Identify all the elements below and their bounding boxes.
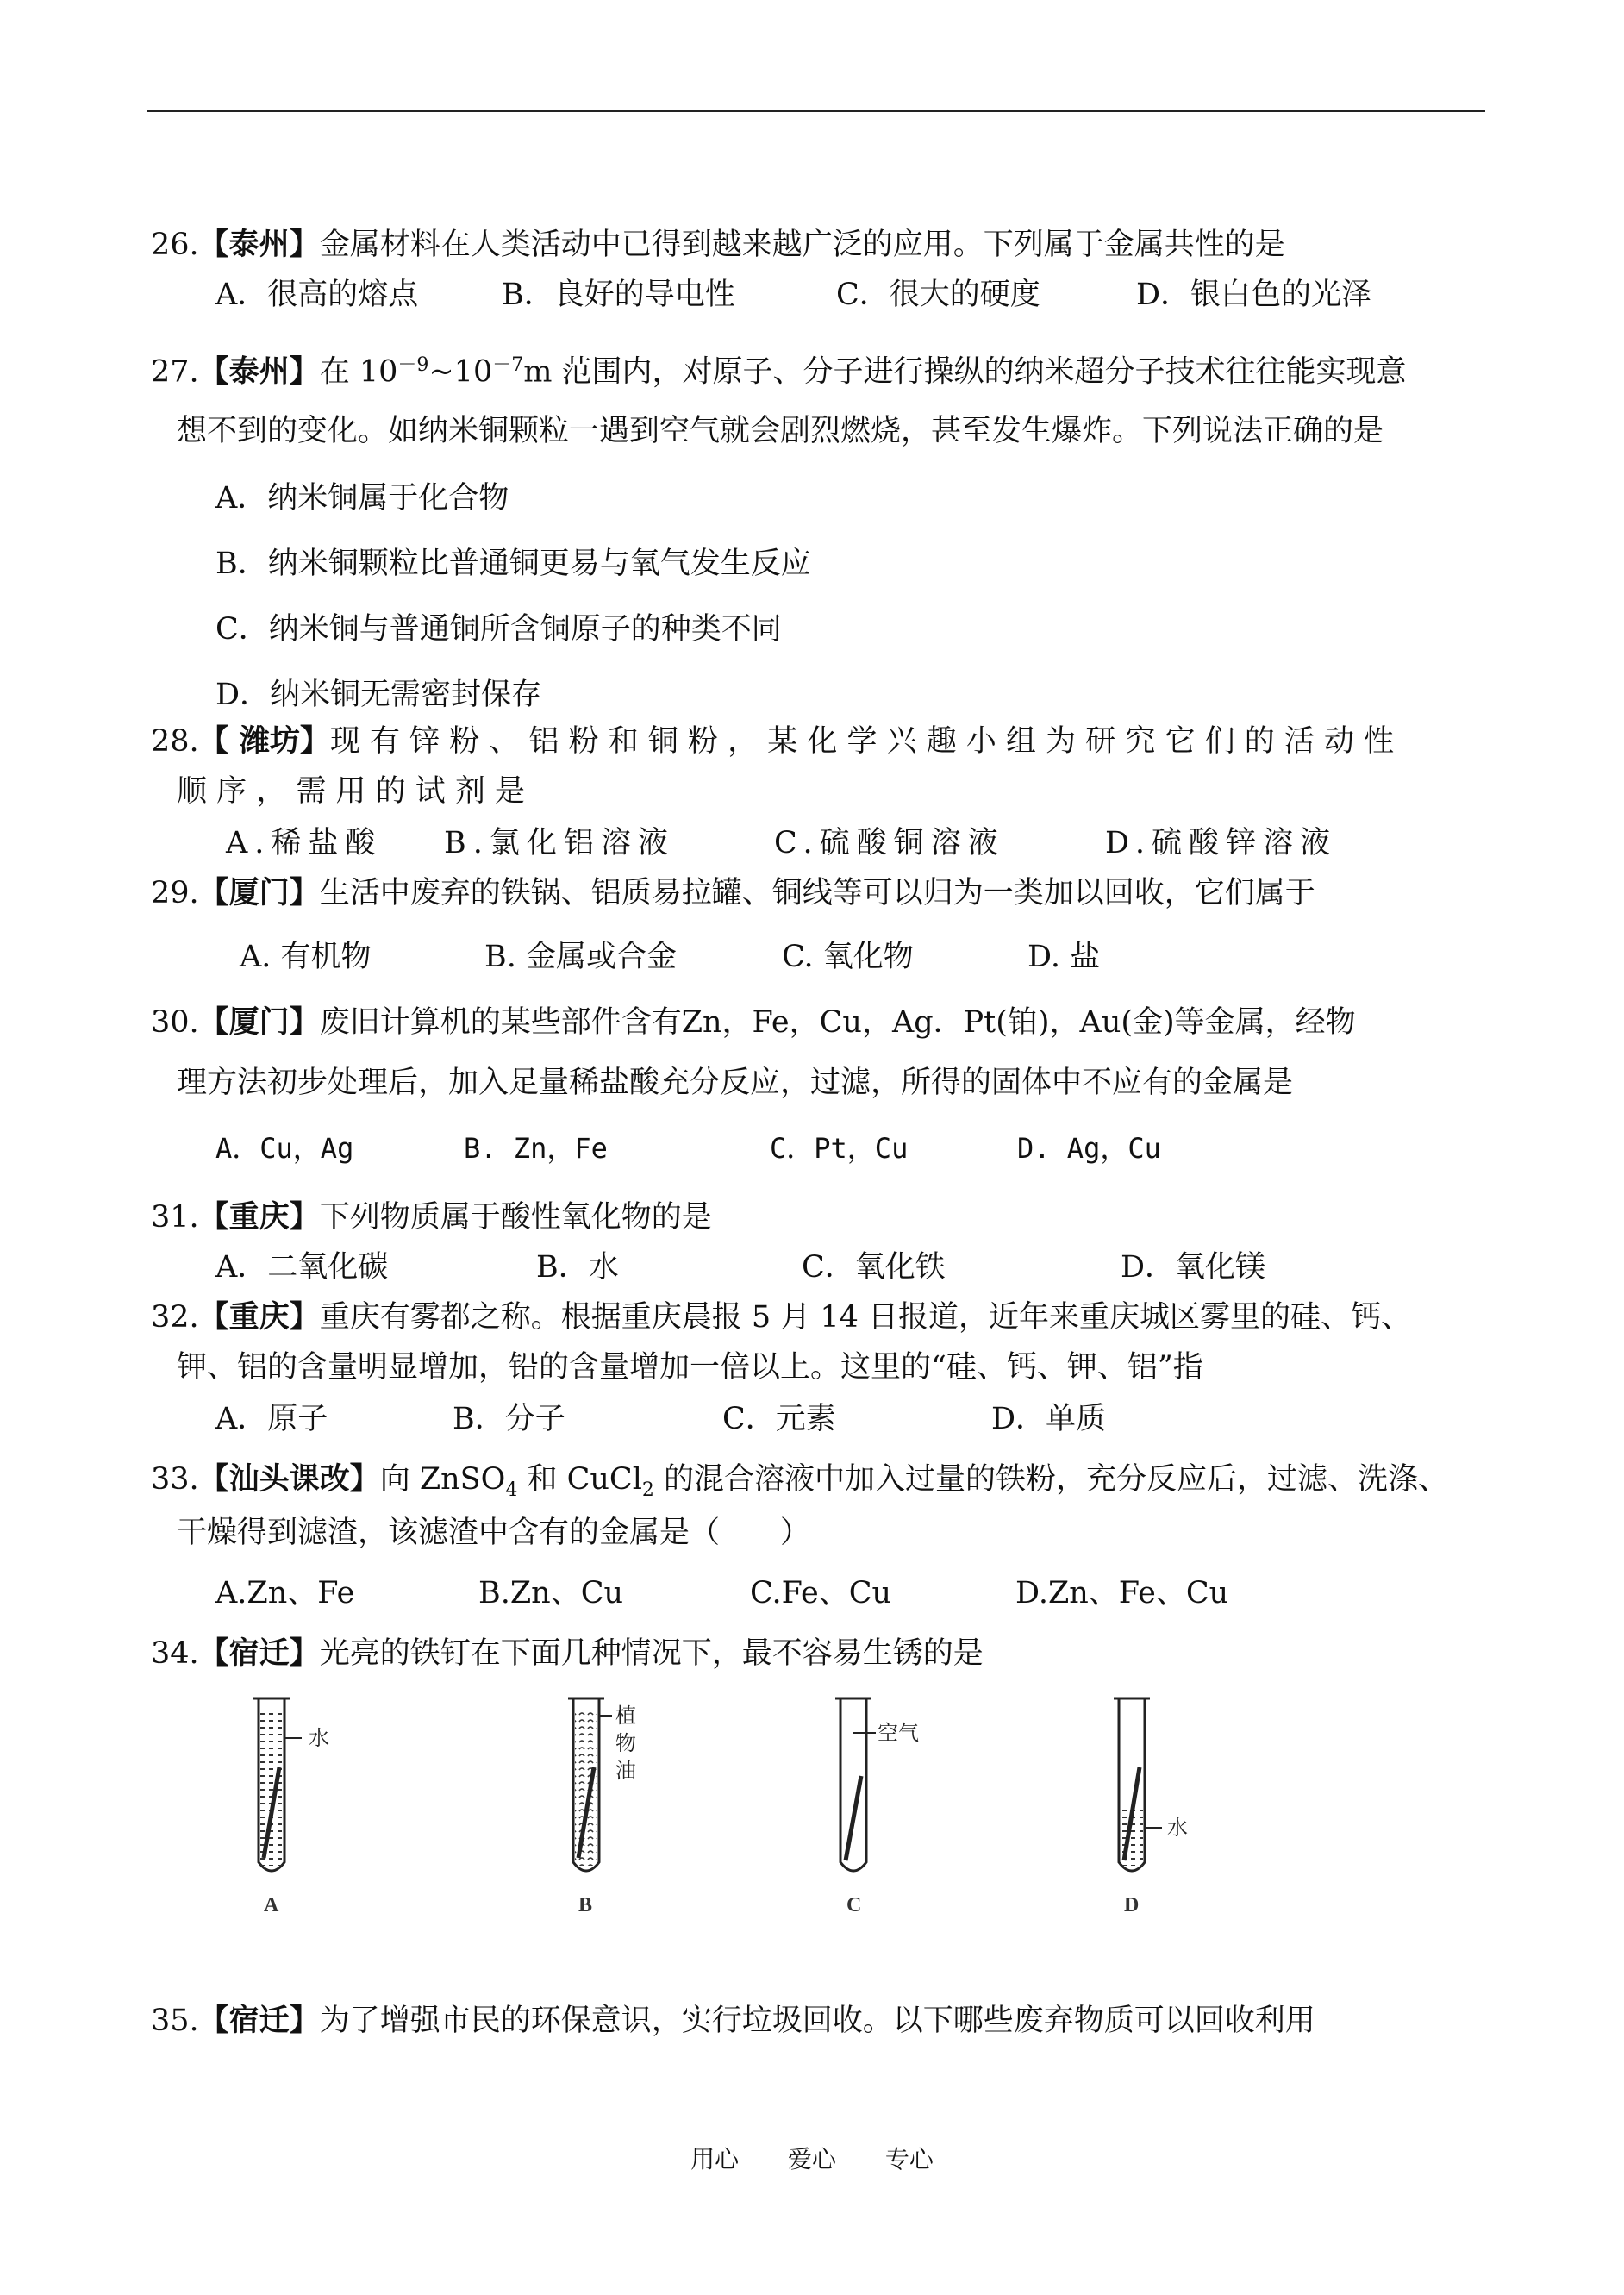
- tube-note-air: 空气: [878, 1721, 919, 1745]
- question-32-stem: [151, 1298, 1411, 1336]
- option-c: C．元素: [722, 1402, 836, 1436]
- tube-note-oil-3: 油: [615, 1759, 636, 1783]
- option-a: A．纳米铜属于化合物: [215, 481, 509, 516]
- option-a: A.稀盐酸: [226, 826, 383, 860]
- tube-note-oil-1: 植: [615, 1704, 636, 1728]
- option-b: B．良好的导电性: [502, 278, 735, 312]
- question-source: 【 潍坊】: [198, 723, 330, 759]
- question-number: 35.: [151, 2004, 199, 2038]
- test-tube-a: [253, 1698, 329, 1917]
- question-29-stem: [151, 874, 1315, 912]
- tube-note-oil-2: 物: [615, 1731, 636, 1755]
- nail: [846, 1776, 861, 1860]
- question-text-part: ~10: [428, 354, 493, 390]
- question-33-stem: [151, 1460, 1448, 1510]
- option-a: A.Zn、Fe: [215, 1576, 355, 1610]
- tube-label-b: B: [578, 1894, 593, 1917]
- question-text: 重庆有雾都之称。根据重庆晨报 5 月 14 日报道，近年来重庆城区雾里的硅、钙、: [319, 1300, 1411, 1335]
- question-34-stem: [151, 1635, 984, 1673]
- question-text: 现 有 锌 粉 、 铝 粉 和 铜 粉 ， 某 化 学 兴 趣 小 组 为 研 究 它 们 的 活 动 性: [329, 724, 1395, 759]
- question-text: 废旧计算机的某些部件含有Zn，Fe，Cu，Ag．Pt(铂)，Au(金)等金属，经物: [319, 1005, 1356, 1040]
- exponent: －9: [397, 354, 429, 376]
- tube-note-water: 水: [1167, 1816, 1188, 1840]
- tube-label-d: D: [1124, 1894, 1140, 1917]
- test-tube-c: [835, 1698, 919, 1917]
- footer-text: 专心: [884, 2145, 934, 2173]
- question-text-part: m 范围内，对原子、分子进行操纵的纳米超分子技术往往能实现意: [523, 354, 1407, 390]
- question-source: 【重庆】: [198, 1199, 320, 1235]
- option-b: B．纳米铜颗粒比普通铜更易与氧气发生反应: [215, 547, 811, 581]
- question-text: 生活中废弃的铁锅、铝质易拉罐、铜线等可以归为一类加以回收，它们属于: [319, 876, 1315, 910]
- question-27-stem-line2: 想不到的变化。如纳米铜颗粒一遇到空气就会剧烈燃烧，甚至发生爆炸。下列说法正确的是: [177, 414, 1384, 448]
- option-d: D.Zn、Fe、Cu: [1015, 1576, 1229, 1610]
- option-c: C.Fe、Cu: [750, 1576, 892, 1610]
- question-source: 【宿迁】: [198, 1635, 320, 1671]
- question-28-stem-line2: 顺 序 ， 需 用 的 试 剂 是: [177, 774, 526, 809]
- question-source: 【宿迁】: [198, 2003, 320, 2038]
- option-d: D．纳米铜无需密封保存: [215, 678, 542, 712]
- question-26-stem: [151, 226, 1285, 264]
- tube-note-water: 水: [309, 1726, 329, 1750]
- question-35-stem: [151, 2002, 1315, 2040]
- option-c: C. 氧化物: [782, 940, 914, 974]
- question-source: 【汕头课改】: [198, 1461, 380, 1497]
- option-b: B.Zn、Cu: [478, 1576, 624, 1610]
- tube-label-a: A: [264, 1894, 279, 1917]
- option-c: C．纳米铜与普通铜所含铜原子的种类不同: [215, 612, 782, 647]
- option-d: D. Ag，Cu: [1017, 1132, 1161, 1165]
- oil-fill: [575, 1709, 597, 1866]
- option-b: B．水: [536, 1250, 619, 1285]
- option-a: A．二氧化碳: [215, 1250, 389, 1285]
- question-text: 光亮的铁钉在下面几种情况下，最不容易生锈的是: [319, 1636, 984, 1671]
- option-b: B.氯化铝溶液: [444, 826, 675, 860]
- test-tube-figure: [233, 1690, 1267, 1923]
- question-number: 29.: [151, 876, 199, 910]
- question-source: 【重庆】: [198, 1299, 320, 1335]
- option-d: D．银白色的光泽: [1136, 278, 1372, 312]
- question-31-stem: [151, 1198, 712, 1236]
- tube-label-c: C: [846, 1894, 862, 1917]
- question-text-part: 和 CuCl: [517, 1462, 642, 1497]
- question-number: 26.: [151, 228, 199, 262]
- option-a: A. 有机物: [240, 940, 372, 974]
- question-number: 33.: [151, 1462, 199, 1497]
- question-text-part: 向 ZnSO: [379, 1462, 506, 1497]
- question-33-stem-line2: 干燥得到滤渣，该滤渣中含有的金属是（ ）: [177, 1516, 811, 1550]
- test-tube-b: [568, 1698, 636, 1917]
- question-number: 31.: [151, 1200, 199, 1235]
- question-source: 【厦门】: [198, 1004, 320, 1040]
- option-b: B. Zn，Fe: [464, 1132, 608, 1165]
- water-fill: [260, 1709, 283, 1866]
- option-a: A．原子: [215, 1402, 328, 1436]
- question-text-part: 在 10: [319, 354, 398, 390]
- option-d: D．单质: [991, 1402, 1107, 1436]
- option-d: D. 盐: [1027, 940, 1101, 974]
- option-b: B．分子: [453, 1402, 565, 1436]
- option-d: D．氧化镁: [1121, 1250, 1266, 1285]
- option-a: A．Cu，Ag: [215, 1132, 354, 1165]
- question-source: 【泰州】: [198, 353, 320, 390]
- subscript: 2: [641, 1479, 654, 1501]
- option-b: B. 金属或合金: [484, 940, 677, 974]
- question-text: 为了增强市民的环保意识，实行垃圾回收。以下哪些废弃物质可以回收利用: [319, 2004, 1315, 2038]
- question-27-stem: [151, 347, 1407, 391]
- header-rule: [147, 110, 1485, 112]
- question-number: 28.: [151, 724, 199, 759]
- question-number: 34.: [151, 1636, 199, 1671]
- option-c: C.硫酸铜溶液: [774, 826, 1005, 860]
- question-32-stem-line2: 钾、铝的含量明显增加，铅的含量增加一倍以上。这里的“硅、钙、钾、铝”指: [177, 1350, 1203, 1385]
- question-text-part: 的混合溶液中加入过量的铁粉，充分反应后，过滤、洗涤、: [653, 1462, 1449, 1497]
- question-30-stem: [151, 1004, 1356, 1041]
- option-a: A．很高的熔点: [215, 278, 419, 312]
- option-c: C．Pt，Cu: [770, 1132, 909, 1165]
- option-d: D.硫酸锌溶液: [1105, 826, 1337, 860]
- option-c: C．氧化铁: [802, 1250, 946, 1285]
- question-source: 【厦门】: [198, 875, 320, 910]
- question-30-stem-line2: 理方法初步处理后，加入足量稀盐酸充分反应，过滤，所得的固体中不应有的金属是: [177, 1066, 1294, 1100]
- question-text: 下列物质属于酸性氧化物的是: [319, 1200, 712, 1235]
- question-number: 30.: [151, 1005, 199, 1040]
- question-number: 32.: [151, 1300, 199, 1335]
- question-source: 【泰州】: [198, 227, 320, 262]
- test-tube-d: [1114, 1698, 1188, 1917]
- footer-text: 用心: [690, 2145, 740, 2173]
- exponent: －7: [492, 354, 524, 376]
- question-text: 金属材料在人类活动中已得到越来越广泛的应用。下列属于金属共性的是: [319, 228, 1285, 262]
- question-28-stem: [151, 722, 1394, 760]
- page-footer: [0, 2141, 1624, 2175]
- footer-text: 爱心: [787, 2145, 836, 2173]
- subscript: 4: [505, 1479, 518, 1501]
- option-c: C．很大的硬度: [836, 278, 1040, 312]
- question-number: 27.: [151, 354, 199, 390]
